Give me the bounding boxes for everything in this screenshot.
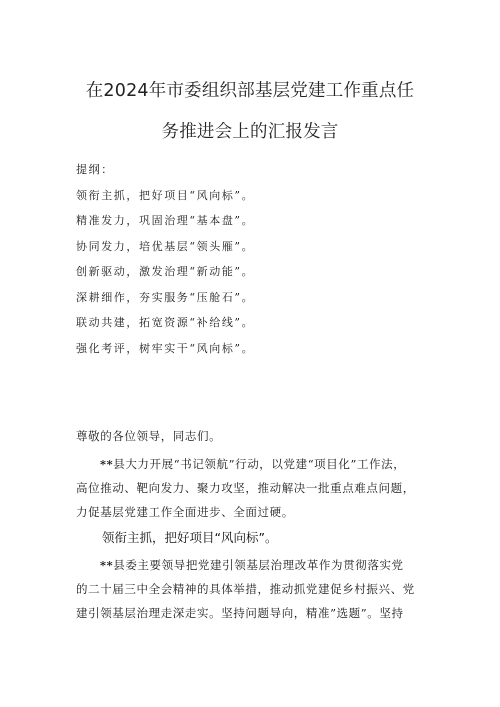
outline-item: 领衔主抓，把好项目“风向标”。	[76, 188, 255, 202]
redacted-prefix: **	[100, 457, 114, 471]
paragraph-1	[76, 452, 436, 524]
outline-item: 精准发力，巩固治理“基本盘”。	[76, 214, 255, 227]
paragraph-line: 的二十届三中全会精神的具体举措，推动抓党建促乡村振兴、党	[76, 582, 415, 596]
document-title-line-1: 在2024年市委组织部基层党建工作重点任	[85, 81, 415, 101]
paragraph-line: 高位推动、靶向发力、聚力攻坚，推动解决一批重点难点问题，	[76, 481, 415, 495]
outline-item: 强化考评，树牢实干“风向标”。	[76, 341, 255, 355]
paragraph-line: 力促基层党建工作全面进步、全面过硬。	[76, 505, 294, 519]
document-title-line-2: 务推进会上的汇报发言	[161, 122, 339, 142]
outline-section	[76, 160, 254, 364]
outline-item: 联动共建，拓宽资源“补给线”。	[76, 316, 255, 329]
redacted-prefix: **	[100, 558, 114, 572]
section-heading: 领衔主抓，把好项目“风向标”。	[102, 530, 278, 545]
paragraph-line: **县委主要领导把党建引领基层治理改革作为贯彻落实党	[100, 558, 404, 572]
paragraph-2	[76, 553, 436, 625]
outline-item: 深耕细作，夯实服务“压舱石”。	[76, 290, 255, 304]
paragraph-line: 建引领基层治理走深走实。坚持问题导向，精准”选题”。坚持	[76, 606, 404, 620]
greeting: 尊敬的各位领导，同志们。	[76, 429, 222, 443]
outline-item: 创新驱动，激发治理“新动能”。	[76, 265, 255, 278]
outline-item: 协同发力，培优基层“领头雁”。	[76, 239, 255, 253]
paragraph-line: **县大力开展“书记领航”行动，以党建“项目化”工作法，	[100, 457, 406, 471]
outline-label: 提纲：	[76, 163, 114, 176]
